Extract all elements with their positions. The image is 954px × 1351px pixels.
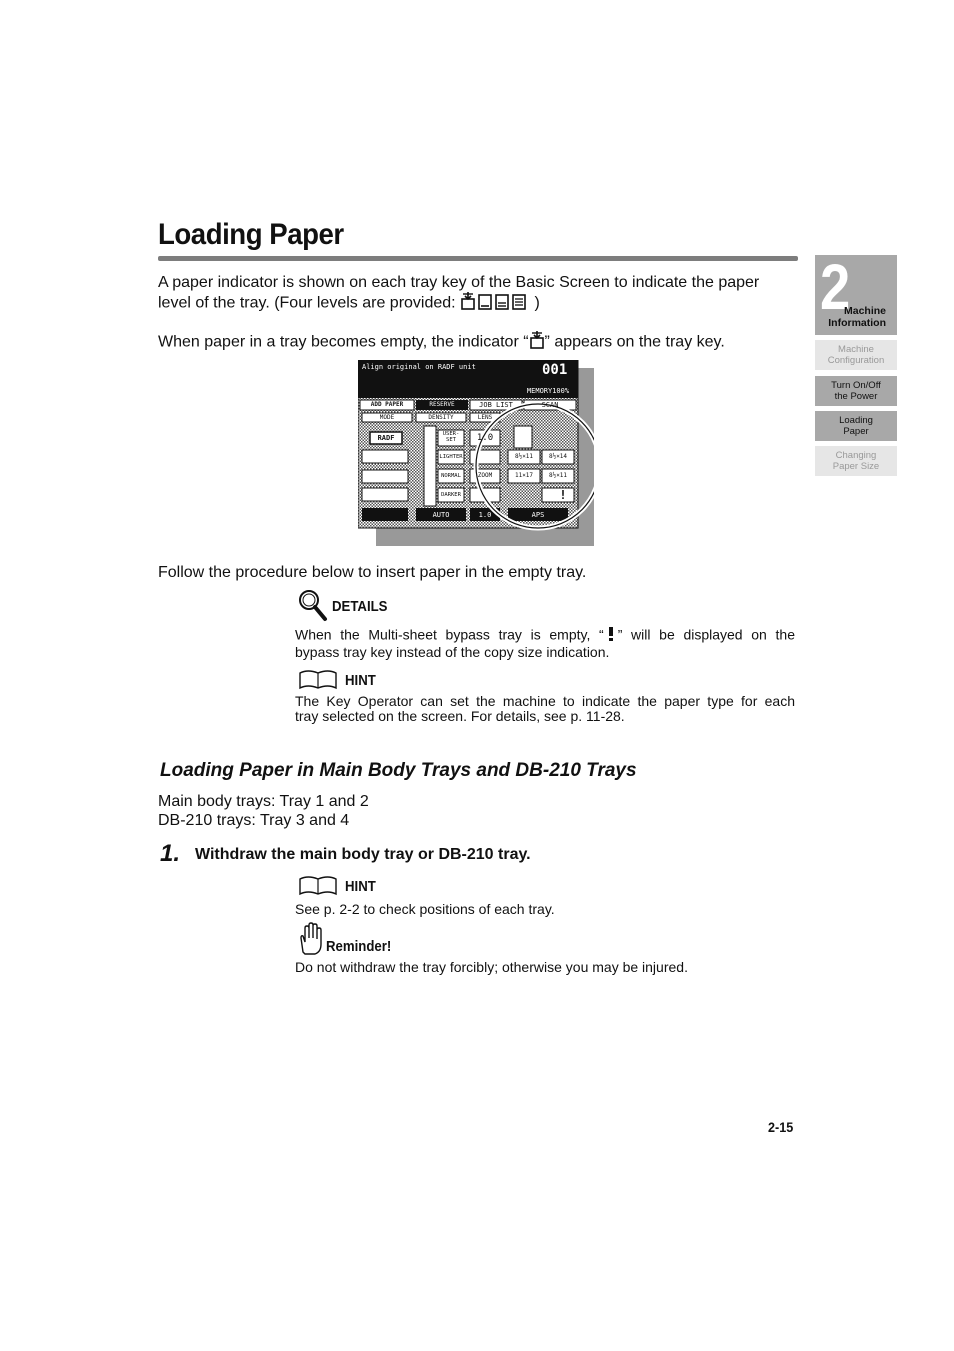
screen-tray-size-3: 11×17 xyxy=(514,472,534,479)
screen-col-density: DENSITY xyxy=(428,414,454,421)
hint2-text: See p. 2-2 to check positions of each tray. xyxy=(295,901,555,917)
page-number: 2-15 xyxy=(768,1119,794,1135)
trays-line-1: Main body trays: Tray 1 and 2 xyxy=(158,793,369,810)
screen-tray-size-1: 8½×11 xyxy=(514,453,534,460)
follow-text: Follow the procedure below to insert paper in the empty tray. xyxy=(158,564,587,581)
hand-icon xyxy=(297,922,323,961)
screen-lens-zoom: ZOOM xyxy=(477,472,493,479)
screen-density-user-set: USER-SET xyxy=(442,431,460,443)
step-number: 1. xyxy=(160,840,181,867)
screen-tab-add-paper: ADD PAPER xyxy=(370,401,404,408)
intro-line-2 xyxy=(158,292,540,315)
screen-bottom-aps: APS xyxy=(531,511,545,519)
details-line-2: bypass tray key instead of the copy size indication. xyxy=(295,644,610,660)
screen-tray-size-4: 8½×11 xyxy=(548,472,568,479)
screen-tab-scan: SCAN xyxy=(541,401,559,409)
side-tab-turn-on-off[interactable] xyxy=(815,376,897,406)
reminder-text: Do not withdraw the tray forcibly; otherwise you may be injured. xyxy=(295,959,688,975)
side-tab-line-1: Machine xyxy=(838,344,874,355)
screen-message: Align original on RADF unit xyxy=(362,363,476,371)
side-tab-line-1: Turn On/Off xyxy=(831,380,881,391)
side-tab-line-1: Changing xyxy=(835,450,877,461)
intro-line-1: A paper indicator is shown on each tray key of the Basic Screen to indicate the paper xyxy=(158,274,760,291)
details-text-post: ” will be displayed on the xyxy=(617,626,795,643)
screen-col-mode: MODE xyxy=(379,414,395,421)
screen-count: 001 xyxy=(542,362,568,378)
details-label: DETAILS xyxy=(332,598,388,615)
hint1-line-2: tray selected on the screen. For details, see p. 11-28. xyxy=(295,708,625,724)
screen-tab-job-list: JOB LIST xyxy=(479,401,513,409)
details-line-1 xyxy=(295,626,795,646)
screen-mode-radf: RADF xyxy=(377,434,395,442)
screen-bottom-auto: AUTO xyxy=(432,511,450,519)
title-rule xyxy=(158,256,798,261)
screen-bottom-lens: 1.0 xyxy=(478,511,492,519)
side-tab-changing-paper-size[interactable] xyxy=(815,446,897,476)
book-icon xyxy=(298,669,338,696)
side-tab-machine-configuration[interactable] xyxy=(815,340,897,370)
book-icon xyxy=(298,875,338,902)
reminder-label: Reminder! xyxy=(326,938,392,955)
exclamation-icon xyxy=(604,626,618,646)
side-tab-loading-paper[interactable] xyxy=(815,411,897,441)
empty-text-pre: When paper in a tray becomes empty, the indicator “ xyxy=(158,333,529,351)
screen-density-lighter: LIGHTER xyxy=(439,454,463,460)
screen-density-darker: DARKER xyxy=(441,492,461,498)
empty-text-post: ” appears on the tray key. xyxy=(544,333,725,351)
intro-line-2-text: level of the tray. (Four levels are provided: xyxy=(158,294,456,312)
side-tab-line-2: the Power xyxy=(834,391,878,402)
side-tab-line-2: Configuration xyxy=(827,355,885,366)
basic-screen-illustration xyxy=(358,360,594,546)
step-text: Withdraw the main body tray or DB-210 tray. xyxy=(195,846,531,863)
screen-memory: MEMORY100% xyxy=(526,387,570,395)
page-title: Loading Paper xyxy=(158,218,344,251)
details-text-pre: When the Multi-sheet bypass tray is empty, “ xyxy=(295,626,604,643)
hint-label-2: HINT xyxy=(345,878,376,895)
section-heading: Loading Paper in Main Body Trays and DB-210 Trays xyxy=(160,760,637,781)
intro-line-2-close: ) xyxy=(534,294,540,312)
screen-density-normal: NORMAL xyxy=(441,473,461,479)
chapter-label-line-2: Information xyxy=(828,317,886,329)
screen-lens-value: 1.0 xyxy=(476,433,494,443)
empty-indicator-line xyxy=(158,331,725,354)
trays-line-2: DB-210 trays: Tray 3 and 4 xyxy=(158,812,350,829)
side-tab-line-2: Paper xyxy=(843,426,869,437)
screen-bypass-empty-icon: ! xyxy=(559,488,567,502)
paper-level-indicators-icon xyxy=(460,292,530,315)
magnifier-icon xyxy=(297,588,329,627)
chapter-label-line-1: Machine xyxy=(843,305,886,317)
hint1-line-1: The Key Operator can set the machine to indicate the paper type for each xyxy=(295,693,795,709)
chapter-number: 2 xyxy=(820,251,851,323)
side-tab-line-2: Paper Size xyxy=(832,461,880,472)
hint-label-1: HINT xyxy=(345,672,376,689)
chapter-label xyxy=(816,305,886,329)
empty-tray-icon xyxy=(529,331,545,354)
side-tab-line-1: Loading xyxy=(839,415,873,426)
screen-tab-reserve: RESERVE xyxy=(429,401,455,408)
screen-tray-size-2: 8½×14 xyxy=(548,453,568,460)
screen-col-lens: LENS xyxy=(477,414,493,421)
